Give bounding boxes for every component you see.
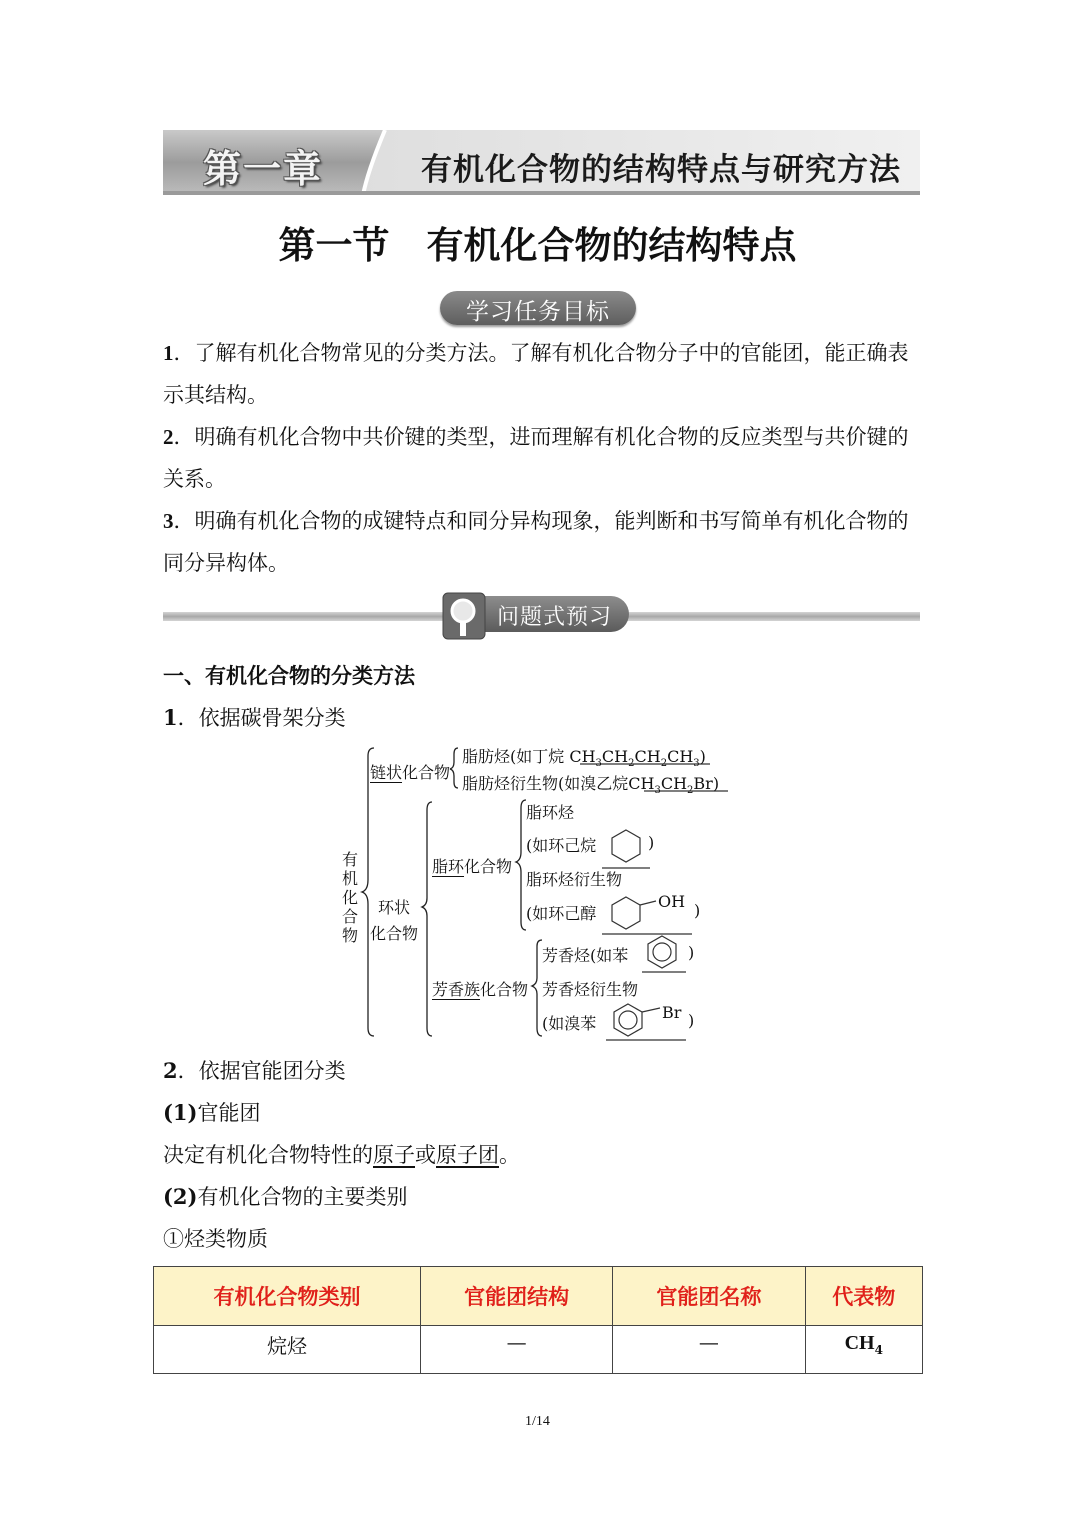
- heading-classification: 一、有机化合物的分类方法: [163, 663, 415, 688]
- cell-representative: [805, 1326, 923, 1374]
- cyclohexanol-example: (如环己醇: [526, 904, 597, 923]
- goal-2-text: ．明确有机化合物中共价键的类型，进而理解有机化合物的反应类型与共价键的关系。: [163, 425, 909, 491]
- cyclohexanol-close: ): [694, 901, 701, 920]
- cyclic-label-1: 环状: [378, 898, 411, 917]
- preview-section-bar: [163, 591, 920, 643]
- heading-fg-number: 2: [163, 1058, 178, 1083]
- goal-1-text: ．了解有机化合物常见的分类方法。了解有机化合物分子中的官能团，能正确表示其结构。: [163, 341, 909, 407]
- benzene-close: ): [688, 943, 695, 962]
- subheading-functional-group: [163, 1097, 260, 1127]
- root-label: 有机化合物: [341, 850, 358, 945]
- header-representative: 代表物: [805, 1267, 923, 1326]
- goal-3-text: ．明确有机化合物的成键特点和同分异构现象，能判断和书写简单有机化合物的同分异构体。: [163, 509, 909, 575]
- magnifier-icon: [441, 591, 487, 643]
- methane-formula: CH: [844, 1332, 875, 1354]
- def-mid: 或: [415, 1143, 436, 1167]
- heading-fg-text: ．依据官能团分类: [177, 1059, 346, 1083]
- alicyclic-label: [432, 854, 512, 877]
- subheading-main-classes: [163, 1181, 407, 1211]
- aromatic-label: [432, 977, 528, 1000]
- close-paren: ): [699, 747, 706, 766]
- sub2-text: 有机化合物的主要类别: [197, 1185, 408, 1209]
- heading-carbon-number: 1: [163, 705, 178, 730]
- hydroxyl-label: OH: [658, 892, 686, 911]
- heading-carbon-skeleton: [163, 702, 346, 732]
- sub1-number: (1): [163, 1100, 198, 1125]
- cyclohexane-close: ): [648, 833, 655, 852]
- alicyclic-rest: 化合物: [464, 857, 513, 876]
- def-pre: 决定有机化合物特性的: [163, 1143, 373, 1167]
- goal-1: [163, 332, 923, 416]
- sub1-text: 官能团: [197, 1101, 261, 1125]
- goal-2: [163, 416, 923, 500]
- chapter-number: 第一章: [203, 147, 324, 191]
- functional-group-definition: [163, 1139, 520, 1169]
- chain-keyword: 链状: [370, 763, 403, 782]
- subheading-hydrocarbons: ①烃类物质: [163, 1227, 268, 1251]
- section-title: 第一节 有机化合物的结构特点: [278, 224, 797, 267]
- goal-3: [163, 500, 923, 584]
- bromobenzene-example: (如溴苯: [542, 1014, 597, 1033]
- alicyclic-derivative: 脂环烃衍生物: [526, 870, 623, 889]
- chapter-title: 有机化合物的结构特点与研究方法: [421, 152, 901, 188]
- bromobenzene-close: ): [688, 1011, 695, 1030]
- close-paren: ): [712, 774, 720, 793]
- cell-category: 烷烃: [154, 1326, 421, 1374]
- alicyclic-keyword: 脂环: [432, 857, 465, 876]
- def-atom-group: 原子团: [436, 1143, 499, 1167]
- aromatic-keyword: 芳香族: [432, 980, 481, 999]
- learning-goals-badge: [440, 291, 636, 325]
- butane-formula: $CH_3CH_2CH_2CH_3$: [569, 747, 700, 770]
- bromine-label: Br: [662, 1003, 682, 1022]
- def-post: 。: [499, 1143, 520, 1167]
- header-structure: 官能团结构: [421, 1267, 613, 1326]
- aromatic-rest: 化合物: [480, 980, 529, 999]
- header-category: 有机化合物类别: [154, 1267, 421, 1326]
- goal-2-number: 2: [163, 425, 174, 449]
- sub2-number: (2): [163, 1184, 198, 1209]
- table-row: [154, 1326, 923, 1374]
- chapter-banner: [163, 130, 920, 195]
- cell-name: —: [613, 1326, 805, 1374]
- bromoethane-formula: $CH_3CH_2Br$: [628, 774, 713, 797]
- aliphatic-hydrocarbon: [462, 744, 706, 769]
- heading-functional-group: [163, 1055, 346, 1085]
- carbon-skeleton-diagram: [330, 740, 750, 1045]
- chain-rest: 化合物: [402, 763, 451, 782]
- cyclic-label-2: 化合物: [370, 924, 419, 943]
- heading-carbon-text: ．依据碳骨架分类: [177, 706, 346, 730]
- aliphatic-derivative: [462, 771, 719, 796]
- header-name: 官能团名称: [613, 1267, 805, 1326]
- aromatic-derivative: 芳香烃衍生物: [542, 980, 639, 999]
- goal-1-number: 1: [163, 341, 174, 365]
- goal-3-number: 3: [163, 509, 174, 533]
- cyclohexane-example: (如环己烷: [526, 836, 597, 855]
- cell-structure: —: [421, 1326, 613, 1374]
- table-header-row: [154, 1267, 923, 1326]
- def-atom: 原子: [373, 1143, 415, 1167]
- alicyclic-hydrocarbon: 脂环烃: [526, 803, 575, 822]
- hydrocarbon-table: [153, 1266, 923, 1374]
- chain-compound-label: [370, 760, 450, 783]
- methane-subscript: 4: [874, 1343, 883, 1357]
- aliphatic-hydrocarbon-text: 脂肪烃(如丁烷: [462, 747, 565, 766]
- learning-goals-label: 学习任务目标: [466, 299, 610, 325]
- preview-label: 问题式预习: [497, 605, 613, 630]
- page-number: 1/14: [525, 1414, 550, 1429]
- aromatic-hydrocarbon: 芳香烃(如苯: [542, 946, 629, 965]
- aliphatic-derivative-text: 脂肪烃衍生物(如溴乙烷: [462, 774, 629, 793]
